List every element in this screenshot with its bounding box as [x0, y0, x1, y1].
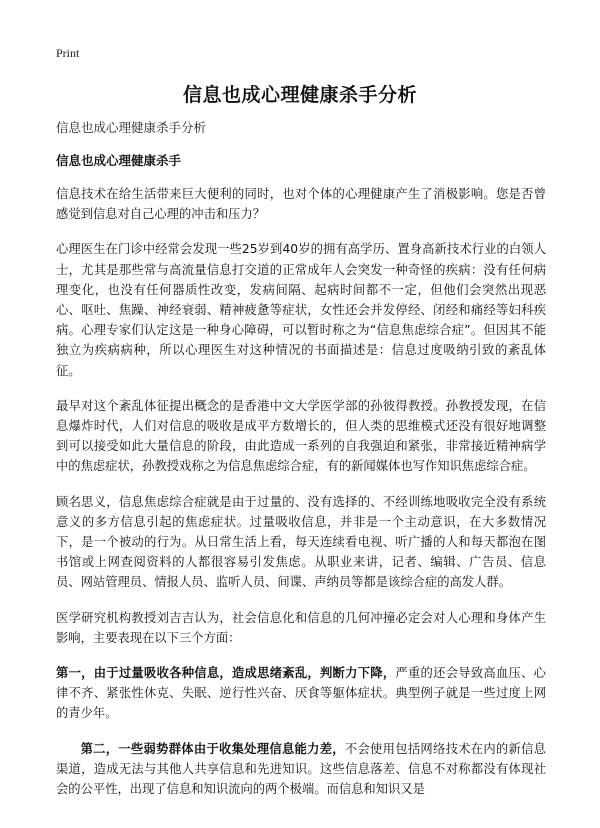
paragraph-expert: 医学研究机构教授刘吉吉认为，社会信息化和信息的几何冲撞必定会对人心理和身体产生影响，主要表现在以下三个方面：	[56, 610, 546, 645]
point-one-lead: 第一，由于过量吸收各种信息，造成思绪紊乱，判断力下降，	[56, 666, 396, 681]
point-one-body: 严重的还会导致高血压、心律不齐、紧张性休克、失眠、逆行性兴奋、厌食等躯体症状。典型例子就是一些过度上网的青少年。	[56, 666, 546, 721]
page-title: 信息也成心理健康杀手分析	[182, 84, 417, 106]
point-two-body: 不会使用包括网络技术在内的新信息渠道，造成无法与其他人共享信息和先进知识。这些信息落差、信息不对称都没有体现社会的公平性，出现了信息和知识流向的两个极端。而信息和知识又是	[56, 741, 546, 797]
section-heading: 信息也成心理健康杀手	[56, 153, 182, 168]
paragraph-intro: 信息技术在给生活带来巨大便利的同时，也对个体的心理健康产生了消极影响。您是否曾感觉到信息对自己心理的冲击和压力？	[56, 187, 546, 222]
paragraph-definition: 顾名思义，信息焦虑综合症就是由于过量的、没有选择的、不经训练地吸收完全没有系统意义的多方信息引起的焦虑症状。过量吸收信息，并非是一个主动意识，在大多数情况下，是一个被动的行为。从日常生活上看，每天连续看电视、听广播的人和每天都泡在图书馆或上网查阅资料的人都很容易引发焦虑。从职业来讲，记者、编辑、广告员、信息员、网站管理员、情报人员、监听人员、间谍、声纳员等都是该综合症的高发人群。	[56, 494, 546, 590]
paragraph-origin: 最早对这个紊乱体征提出概念的是香港中文大学医学部的孙彼得教授。孙教授发现，在信息爆炸时代，人们对信息的吸收是成平方数增长的，但人类的思维模式还没有很好地调整到可以接受如此大量信息的阶段，由此造成一系列的自我强迫和紧张，非常接近精神病学中的焦虑症状，孙教授戏称之为信息焦虑综合症，有的新闻媒体也写作知识焦虑综合症。	[56, 398, 546, 474]
article-body	[56, 118, 546, 814]
paragraph-point-one	[56, 663, 546, 724]
article-subtitle: 信息也成心理健康杀手分析	[56, 120, 207, 135]
print-link[interactable]: Print	[56, 46, 80, 60]
paragraph-point-two	[56, 739, 546, 800]
paragraph-symptoms: 心理医生在门诊中经常会发现一些25岁到40岁的拥有高学历、置身高新技术行业的白领人士，尤其是那些常与高流量信息打交道的正常成年人会突发一种奇怪的疾病：没有任何病理变化，也没有任何器质性改变，发病间隔、起病时间都不一定，但他们会突然出现恶心、呕吐、焦躁、神经衰弱、精神疲惫等症状，女性还会并发停经、闭经和痛经等妇科疾病。心理专家们认定这是一种身心障碍，可以暂时称之为“信息焦虑综合症”。但因其不能独立为疾病病种，所以心理医生对这种情况的书面描述是：信息过度吸纳引致的紊乱体征。	[56, 242, 546, 378]
point-two-lead: 第二，一些弱势群体由于收集处理信息能力差，	[80, 741, 345, 756]
